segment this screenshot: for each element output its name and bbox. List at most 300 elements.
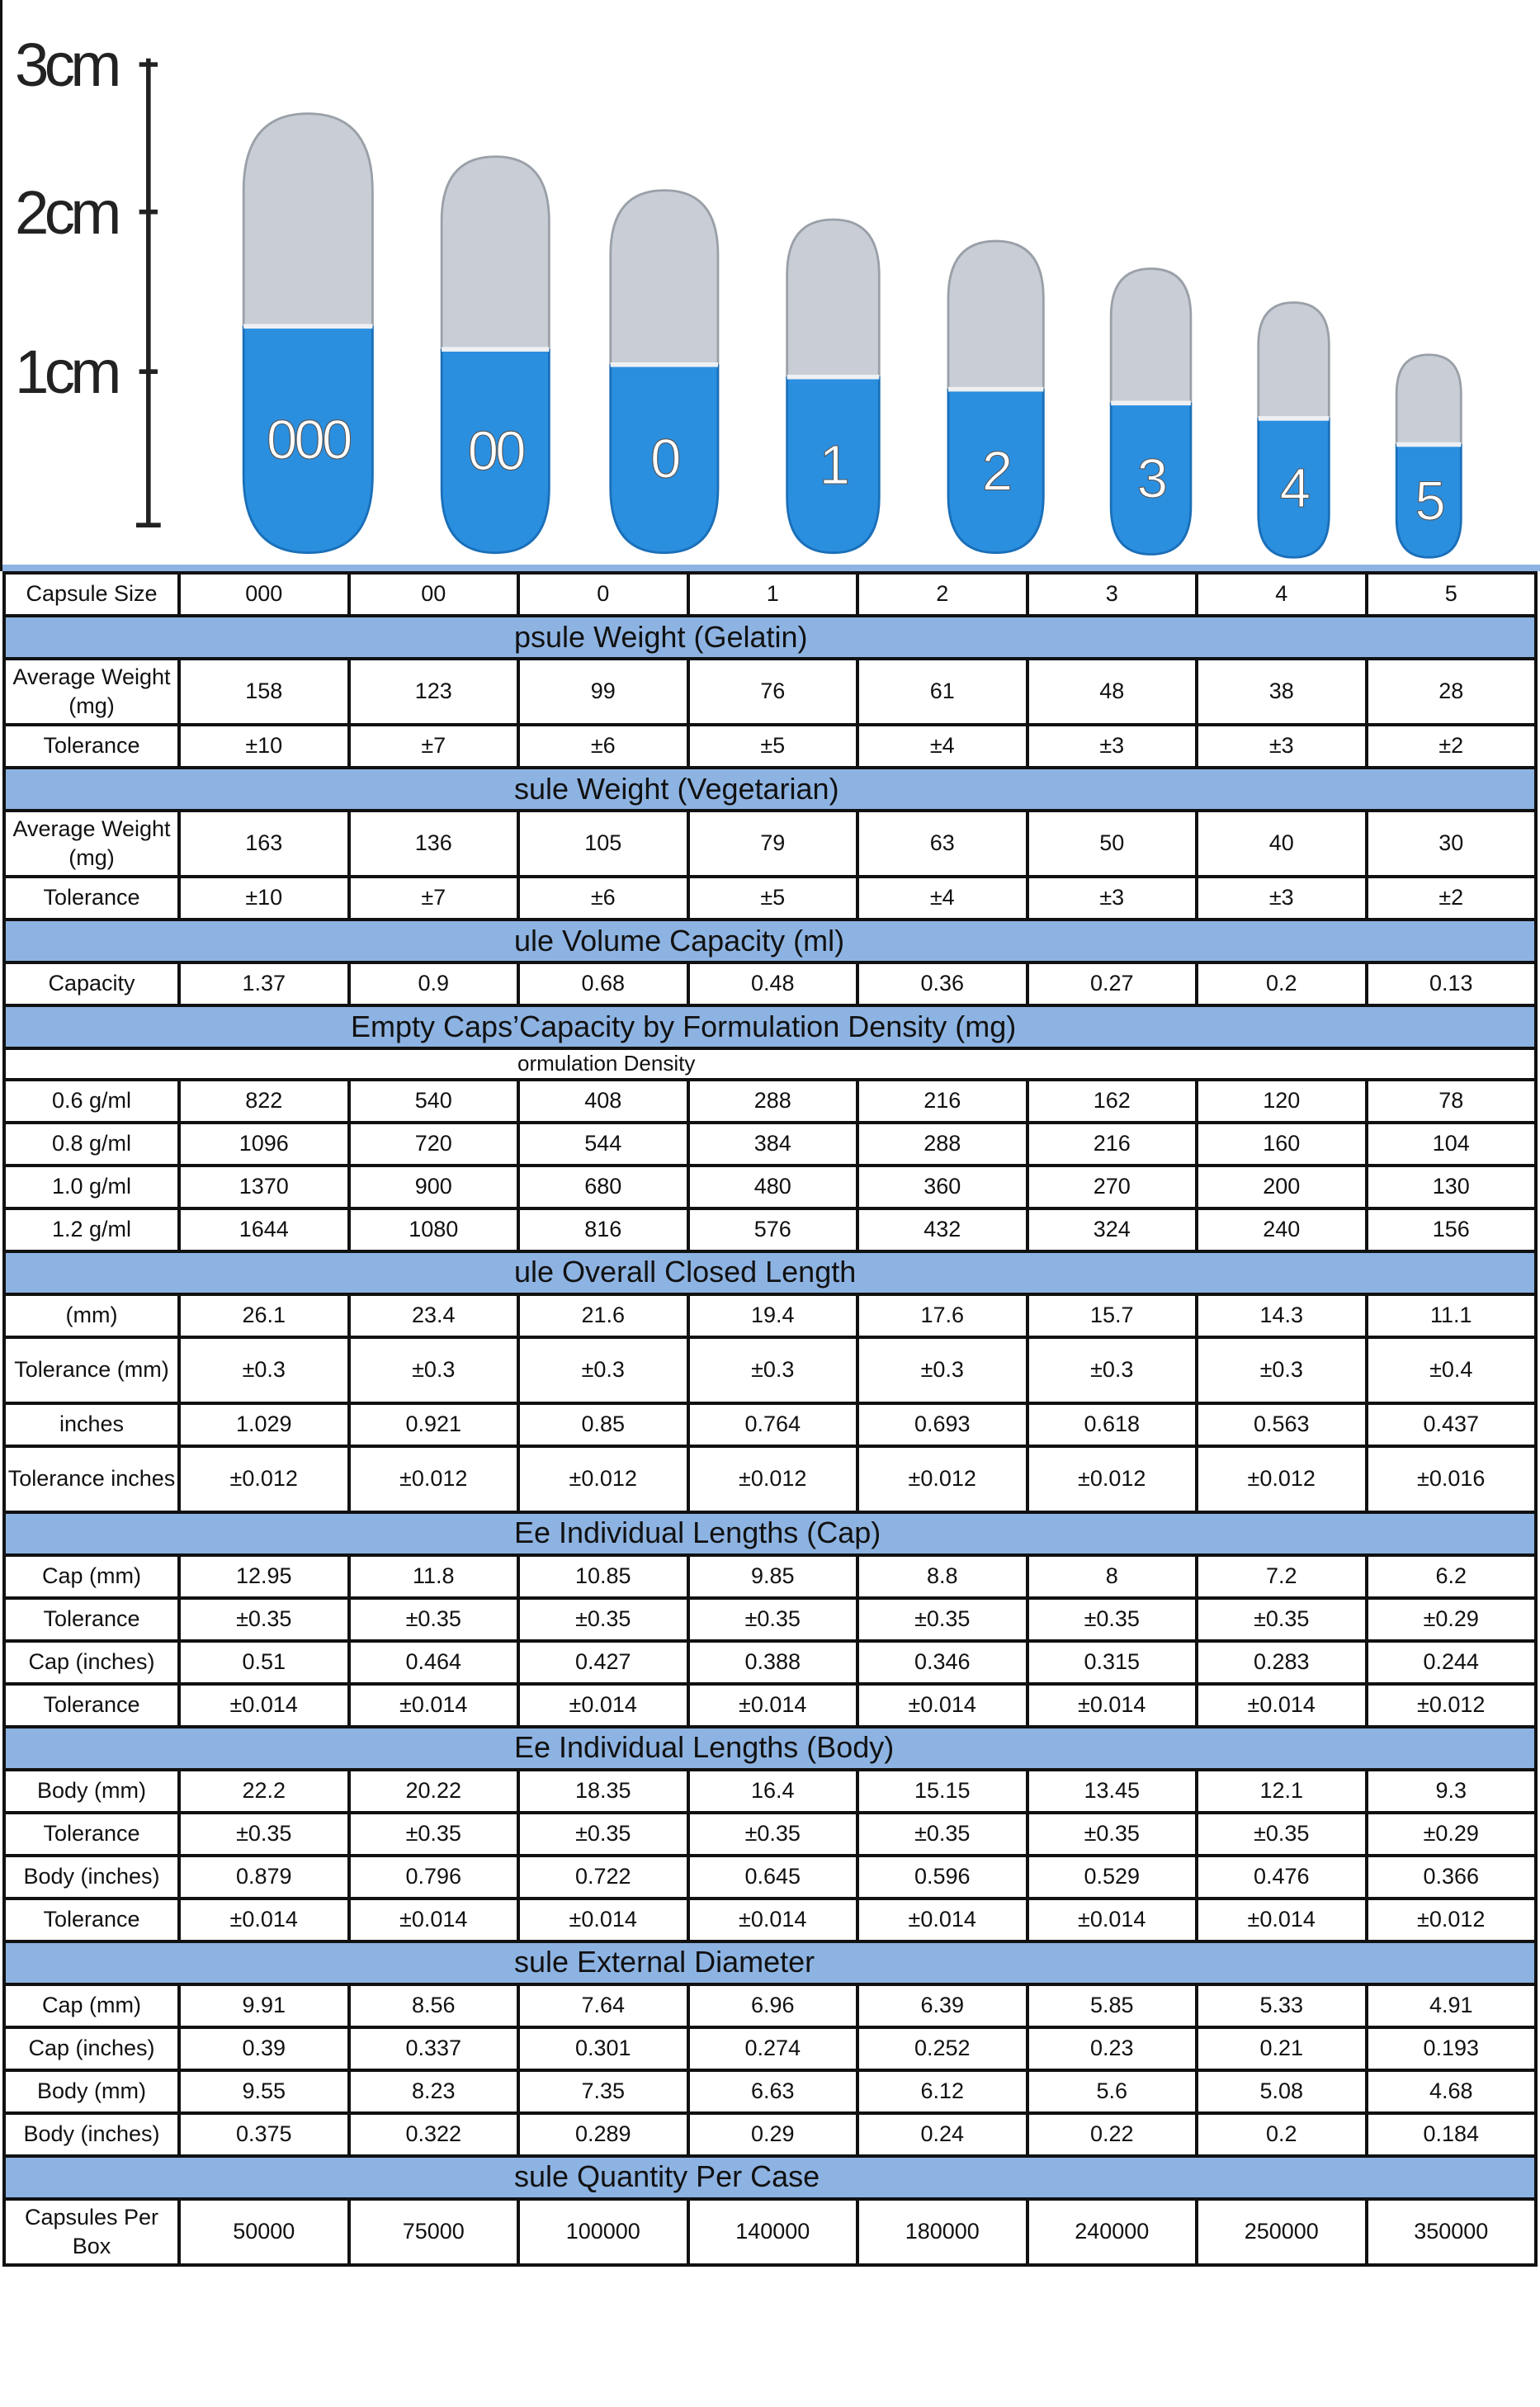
table-cell: ±3 <box>1027 877 1198 920</box>
table-cell: 0.48 <box>688 962 858 1005</box>
table-cell: 544 <box>518 1123 688 1166</box>
table-cell: ±0.012 <box>857 1446 1027 1512</box>
table-cell: 240 <box>1197 1208 1367 1251</box>
row-label: inches <box>4 1403 179 1446</box>
row-label: Tolerance inches <box>4 1446 179 1512</box>
row-label: 0.6 g/ml <box>4 1080 179 1123</box>
section-title: ule Overall Closed Length <box>4 1251 1536 1294</box>
table-cell: 0.274 <box>688 2027 858 2070</box>
table-cell: ±0.35 <box>1027 1598 1198 1641</box>
section-header-row <box>4 1512 1536 1555</box>
table-cell: 0.36 <box>857 962 1027 1005</box>
table-cell: 0.301 <box>518 2027 688 2070</box>
table-cell: 0.796 <box>349 1856 519 1899</box>
table-cell: ±0.4 <box>1367 1337 1537 1403</box>
capsule-band <box>243 324 372 329</box>
table-cell: ±0.014 <box>857 1899 1027 1941</box>
section-header-row <box>4 616 1536 659</box>
table-cell: ±0.35 <box>1197 1598 1367 1641</box>
table-cell: 0.315 <box>1027 1641 1198 1684</box>
table-cell: 0.244 <box>1367 1641 1537 1684</box>
table-cell: 11.8 <box>349 1555 519 1598</box>
table-cell: ±0.35 <box>1027 1813 1198 1856</box>
capsule-size-label: 5 <box>1415 470 1443 532</box>
table-cell: ±0.014 <box>179 1684 349 1727</box>
capsule-cap <box>787 220 880 378</box>
table-cell: 6.96 <box>688 1984 858 2027</box>
table-cell: 99 <box>518 659 688 725</box>
row-label: Tolerance <box>4 1598 179 1641</box>
table-cell: 216 <box>857 1080 1027 1123</box>
table-cell: 0.85 <box>518 1403 688 1446</box>
table-cell: 50 <box>1027 811 1198 877</box>
table-cell: 0.427 <box>518 1641 688 1684</box>
table-cell: 900 <box>349 1166 519 1208</box>
capsule-size-label: 2 <box>981 440 1010 503</box>
table-cell: ±2 <box>1367 877 1537 920</box>
table-cell: 20.22 <box>349 1770 519 1813</box>
table-cell: ±5 <box>688 877 858 920</box>
table-cell: 0.529 <box>1027 1856 1198 1899</box>
section-title: Ee Individual Lengths (Body) <box>4 1727 1536 1770</box>
table-cell: 000 <box>179 573 349 616</box>
table-cell: 3 <box>1027 573 1198 616</box>
table-cell: 0.22 <box>1027 2113 1198 2156</box>
table-cell: 0.618 <box>1027 1403 1198 1446</box>
table-cell: 0.283 <box>1197 1641 1367 1684</box>
table-cell: 26.1 <box>179 1294 349 1337</box>
table-cell: 38 <box>1197 659 1367 725</box>
table-cell: 100000 <box>518 2199 688 2265</box>
section-header-row <box>4 1005 1536 1048</box>
table-cell: ±4 <box>857 725 1027 768</box>
table-cell: 21.6 <box>518 1294 688 1337</box>
scale-label-3cm: 3cm <box>14 31 117 100</box>
table-row <box>4 1684 1536 1727</box>
table-cell: ±0.014 <box>688 1684 858 1727</box>
capsule-size-diagram <box>2 0 1540 571</box>
table-row <box>4 2027 1536 2070</box>
table-cell: ±0.35 <box>688 1813 858 1856</box>
table-cell: 79 <box>688 811 858 877</box>
section-header-row <box>4 768 1536 811</box>
table-row <box>4 811 1536 877</box>
table-cell: 360 <box>857 1166 1027 1208</box>
table-cell: 40 <box>1197 811 1367 877</box>
table-cell: ±0.3 <box>1027 1337 1198 1403</box>
table-cell: 6.2 <box>1367 1555 1537 1598</box>
table-cell: 0.39 <box>179 2027 349 2070</box>
row-label: Tolerance <box>4 1684 179 1727</box>
capsule-specifications-table <box>2 571 1538 2267</box>
row-label: 1.0 g/ml <box>4 1166 179 1208</box>
table-cell: 720 <box>349 1123 519 1166</box>
table-cell: 1.029 <box>179 1403 349 1446</box>
table-cell: 14.3 <box>1197 1294 1367 1337</box>
capsule-size-label: 3 <box>1136 447 1165 510</box>
table-cell: 19.4 <box>688 1294 858 1337</box>
table-cell: 816 <box>518 1208 688 1251</box>
row-label: (mm) <box>4 1294 179 1337</box>
section-header-row <box>4 1251 1536 1294</box>
scale-label-2cm: 2cm <box>14 177 117 247</box>
table-cell: 156 <box>1367 1208 1537 1251</box>
subheader-title: ormulation Density <box>4 1048 1536 1080</box>
table-cell: 48 <box>1027 659 1198 725</box>
row-label: Cap (mm) <box>4 1555 179 1598</box>
section-header-row <box>4 2156 1536 2199</box>
capsule-3 <box>787 220 880 553</box>
row-label: Average Weight (mg) <box>4 659 179 725</box>
table-cell: 12.95 <box>179 1555 349 1598</box>
table-cell: 0.366 <box>1367 1856 1537 1899</box>
capsule-cap <box>1111 269 1191 404</box>
table-cell: ±2 <box>1367 725 1537 768</box>
table-cell: 140000 <box>688 2199 858 2265</box>
table-cell: ±0.35 <box>179 1598 349 1641</box>
table-cell: 8.8 <box>857 1555 1027 1598</box>
section-title: ule Volume Capacity (ml) <box>4 920 1536 962</box>
table-cell: 0.68 <box>518 962 688 1005</box>
table-cell: 270 <box>1027 1166 1198 1208</box>
table-cell: ±0.35 <box>857 1598 1027 1641</box>
table-cell: 4.91 <box>1367 1984 1537 2027</box>
table-row <box>4 1641 1536 1684</box>
capsule-band <box>1396 442 1461 447</box>
table-cell: 2 <box>857 573 1027 616</box>
table-cell: 61 <box>857 659 1027 725</box>
table-cell: 0.921 <box>349 1403 519 1446</box>
table-cell: ±10 <box>179 877 349 920</box>
section-title: sule Weight (Vegetarian) <box>4 768 1536 811</box>
section-title: Ee Individual Lengths (Cap) <box>4 1512 1536 1555</box>
table-cell: 0.23 <box>1027 2027 1198 2070</box>
table-cell: 1644 <box>179 1208 349 1251</box>
row-label: Body (inches) <box>4 1856 179 1899</box>
table-cell: ±0.014 <box>1197 1899 1367 1941</box>
section-title: Empty Caps’Capacity by Formulation Density (mg) <box>4 1005 1536 1048</box>
table-cell: ±0.35 <box>518 1813 688 1856</box>
scale-ruler <box>136 59 161 526</box>
row-label: Average Weight (mg) <box>4 811 179 877</box>
table-cell: 1096 <box>179 1123 349 1166</box>
table-cell: 7.35 <box>518 2070 688 2113</box>
table-cell: 11.1 <box>1367 1294 1537 1337</box>
table-cell: ±0.35 <box>179 1813 349 1856</box>
table-cell: 0.252 <box>857 2027 1027 2070</box>
table-cell: 0.645 <box>688 1856 858 1899</box>
capsule-2 <box>611 191 718 553</box>
table-row <box>4 1337 1536 1403</box>
table-cell: ±0.3 <box>688 1337 858 1403</box>
capsule-size-label: 0 <box>650 428 678 490</box>
scale-label-1cm: 1cm <box>14 338 117 407</box>
table-row <box>4 1555 1536 1598</box>
table-cell: 324 <box>1027 1208 1198 1251</box>
table-cell: 0.193 <box>1367 2027 1537 2070</box>
table-row <box>4 1123 1536 1166</box>
table-cell: 163 <box>179 811 349 877</box>
table-cell: ±0.014 <box>349 1899 519 1941</box>
table-cell: ±0.014 <box>1027 1899 1198 1941</box>
capsule-band <box>1111 401 1191 406</box>
table-cell: ±0.012 <box>349 1446 519 1512</box>
table-cell: ±0.35 <box>518 1598 688 1641</box>
table-cell: 822 <box>179 1080 349 1123</box>
table-row <box>4 1403 1536 1446</box>
table-row <box>4 2199 1536 2265</box>
table-cell: 5.08 <box>1197 2070 1367 2113</box>
subheader-row <box>4 1048 1536 1080</box>
table-row <box>4 877 1536 920</box>
table-cell: 9.55 <box>179 2070 349 2113</box>
table-cell: 7.2 <box>1197 1555 1367 1598</box>
table-cell: ±0.014 <box>518 1684 688 1727</box>
table-cell: 1 <box>688 573 858 616</box>
table-cell: 162 <box>1027 1080 1198 1123</box>
row-label: Tolerance (mm) <box>4 1337 179 1403</box>
table-row <box>4 1813 1536 1856</box>
table-cell: 0.289 <box>518 2113 688 2156</box>
table-cell: 4.68 <box>1367 2070 1537 2113</box>
capsule-cap <box>611 191 718 366</box>
table-cell: 5.85 <box>1027 1984 1198 2027</box>
table-cell: 12.1 <box>1197 1770 1367 1813</box>
table-cell: 0.27 <box>1027 962 1198 1005</box>
section-title: psule Weight (Gelatin) <box>4 616 1536 659</box>
table-cell: ±0.3 <box>1197 1337 1367 1403</box>
table-cell: 18.35 <box>518 1770 688 1813</box>
capsule-band <box>1259 416 1330 421</box>
capsule-7 <box>1396 355 1461 558</box>
table-cell: 105 <box>518 811 688 877</box>
capsule-size-label: 00 <box>467 420 523 483</box>
table-cell: 0.337 <box>349 2027 519 2070</box>
table-cell: ±7 <box>349 877 519 920</box>
table-cell: ±0.012 <box>1197 1446 1367 1512</box>
table-cell: 15.7 <box>1027 1294 1198 1337</box>
table-cell: 0.464 <box>349 1641 519 1684</box>
table-cell: ±0.29 <box>1367 1813 1537 1856</box>
table-cell: ±0.014 <box>518 1899 688 1941</box>
table-cell: 8.56 <box>349 1984 519 2027</box>
table-cell: ±0.35 <box>857 1813 1027 1856</box>
capsule-size-illustration <box>0 0 1540 571</box>
table-cell: ±0.29 <box>1367 1598 1537 1641</box>
table-cell: 130 <box>1367 1166 1537 1208</box>
table-cell: 1370 <box>179 1166 349 1208</box>
table-cell: 0.24 <box>857 2113 1027 2156</box>
row-label: Tolerance <box>4 877 179 920</box>
table-cell: 13.45 <box>1027 1770 1198 1813</box>
table-cell: 23.4 <box>349 1294 519 1337</box>
table-cell: 158 <box>179 659 349 725</box>
table-cell: 6.39 <box>857 1984 1027 2027</box>
table-cell: ±0.35 <box>349 1813 519 1856</box>
row-label: Capsule Size <box>4 573 179 616</box>
table-cell: 6.63 <box>688 2070 858 2113</box>
table-cell: ±0.014 <box>179 1899 349 1941</box>
table-cell: 160 <box>1197 1123 1367 1166</box>
table-cell: ±0.35 <box>1197 1813 1367 1856</box>
table-cell: 6.12 <box>857 2070 1027 2113</box>
table-cell: 0.2 <box>1197 2113 1367 2156</box>
table-cell: ±0.012 <box>179 1446 349 1512</box>
table-cell: ±0.35 <box>349 1598 519 1641</box>
capsule-size-label: 4 <box>1279 456 1308 519</box>
table-cell: ±3 <box>1197 877 1367 920</box>
table-cell: 22.2 <box>179 1770 349 1813</box>
row-label: Tolerance <box>4 1813 179 1856</box>
table-cell: ±0.012 <box>1027 1446 1198 1512</box>
table-cell: 0.375 <box>179 2113 349 2156</box>
table-cell: 75000 <box>349 2199 519 2265</box>
capsule-band <box>787 375 880 380</box>
table-row <box>4 1899 1536 1941</box>
section-header-row <box>4 1941 1536 1984</box>
table-cell: 180000 <box>857 2199 1027 2265</box>
table-cell: 250000 <box>1197 2199 1367 2265</box>
table-cell: 120 <box>1197 1080 1367 1123</box>
capsule-band <box>948 387 1043 392</box>
table-cell: 384 <box>688 1123 858 1166</box>
table-cell: ±3 <box>1027 725 1198 768</box>
table-cell: 9.91 <box>179 1984 349 2027</box>
table-cell: 240000 <box>1027 2199 1198 2265</box>
capsule-cap <box>948 241 1043 390</box>
table-cell: 16.4 <box>688 1770 858 1813</box>
table-row <box>4 573 1536 616</box>
table-cell: 216 <box>1027 1123 1198 1166</box>
table-cell: 15.15 <box>857 1770 1027 1813</box>
table-cell: 0.51 <box>179 1641 349 1684</box>
table-cell: ±0.012 <box>688 1446 858 1512</box>
table-cell: 0.596 <box>857 1856 1027 1899</box>
row-label: Body (mm) <box>4 1770 179 1813</box>
table-cell: 78 <box>1367 1080 1537 1123</box>
table-cell: 0.563 <box>1197 1403 1367 1446</box>
table-row <box>4 1856 1536 1899</box>
section-header-row <box>4 1727 1536 1770</box>
table-cell: 408 <box>518 1080 688 1123</box>
table-row <box>4 1598 1536 1641</box>
table-cell: ±10 <box>179 725 349 768</box>
table-cell: 0.322 <box>349 2113 519 2156</box>
table-cell: 50000 <box>179 2199 349 2265</box>
table-cell: 540 <box>349 1080 519 1123</box>
table-cell: 0.693 <box>857 1403 1027 1446</box>
table-cell: ±0.014 <box>688 1899 858 1941</box>
section-title: sule External Diameter <box>4 1941 1536 1984</box>
table-cell: ±6 <box>518 725 688 768</box>
table-cell: 288 <box>688 1080 858 1123</box>
table-row <box>4 2070 1536 2113</box>
row-label: 0.8 g/ml <box>4 1123 179 1166</box>
table-row <box>4 1770 1536 1813</box>
table-row <box>4 1446 1536 1512</box>
capsule-5 <box>1111 269 1191 555</box>
table-cell: 00 <box>349 573 519 616</box>
table-cell: 0.2 <box>1197 962 1367 1005</box>
capsule-size-label: 000 <box>267 409 350 471</box>
table-cell: ±4 <box>857 877 1027 920</box>
table-row <box>4 1984 1536 2027</box>
table-cell: ±3 <box>1197 725 1367 768</box>
table-cell: 0.184 <box>1367 2113 1537 2156</box>
table-cell: 17.6 <box>857 1294 1027 1337</box>
table-cell: 136 <box>349 811 519 877</box>
table-cell: 480 <box>688 1166 858 1208</box>
row-label: Cap (inches) <box>4 2027 179 2070</box>
table-row <box>4 725 1536 768</box>
row-label: Body (mm) <box>4 2070 179 2113</box>
table-cell: 76 <box>688 659 858 725</box>
table-cell: 30 <box>1367 811 1537 877</box>
table-cell: 0.388 <box>688 1641 858 1684</box>
row-label: Tolerance <box>4 1899 179 1941</box>
row-label: Cap (inches) <box>4 1641 179 1684</box>
table-row <box>4 1080 1536 1123</box>
table-cell: ±6 <box>518 877 688 920</box>
row-label: Cap (mm) <box>4 1984 179 2027</box>
table-cell: ±7 <box>349 725 519 768</box>
table-cell: 432 <box>857 1208 1027 1251</box>
table-cell: ±0.014 <box>1027 1684 1198 1727</box>
table-cell: 350000 <box>1367 2199 1537 2265</box>
table-cell: 0.21 <box>1197 2027 1367 2070</box>
table-cell: ±5 <box>688 725 858 768</box>
table-row <box>4 2113 1536 2156</box>
table-cell: ±0.016 <box>1367 1446 1537 1512</box>
table-cell: 0.437 <box>1367 1403 1537 1446</box>
row-label: Body (inches) <box>4 2113 179 2156</box>
table-cell: 9.85 <box>688 1555 858 1598</box>
table-cell: 0.13 <box>1367 962 1537 1005</box>
section-title: sule Quantity Per Case <box>4 2156 1536 2199</box>
row-label: 1.2 g/ml <box>4 1208 179 1251</box>
capsule-size-label: 1 <box>819 433 848 496</box>
table-row <box>4 1294 1536 1337</box>
table-cell: ±0.014 <box>1197 1684 1367 1727</box>
table-cell: ±0.3 <box>179 1337 349 1403</box>
table-cell: 10.85 <box>518 1555 688 1598</box>
capsule-cap <box>442 157 549 350</box>
capsule-0 <box>243 114 372 553</box>
table-cell: ±0.3 <box>349 1337 519 1403</box>
capsule-4 <box>948 241 1043 553</box>
capsule-cap <box>1259 302 1330 419</box>
table-cell: 5.33 <box>1197 1984 1367 2027</box>
table-cell: 0.29 <box>688 2113 858 2156</box>
table-cell: 1080 <box>349 1208 519 1251</box>
table-cell: ±0.012 <box>1367 1899 1537 1941</box>
table-cell: ±0.35 <box>688 1598 858 1641</box>
row-label: Capsules Per Box <box>4 2199 179 2265</box>
table-cell: 0 <box>518 573 688 616</box>
table-cell: 8.23 <box>349 2070 519 2113</box>
table-cell: 4 <box>1197 573 1367 616</box>
table-cell: 104 <box>1367 1123 1537 1166</box>
table-cell: 123 <box>349 659 519 725</box>
table-cell: 0.764 <box>688 1403 858 1446</box>
table-cell: 9.3 <box>1367 1770 1537 1813</box>
row-label: Tolerance <box>4 725 179 768</box>
table-cell: 0.722 <box>518 1856 688 1899</box>
table-cell: 680 <box>518 1166 688 1208</box>
table-cell: 28 <box>1367 659 1537 725</box>
capsule-1 <box>442 157 549 553</box>
table-cell: 5 <box>1367 573 1537 616</box>
